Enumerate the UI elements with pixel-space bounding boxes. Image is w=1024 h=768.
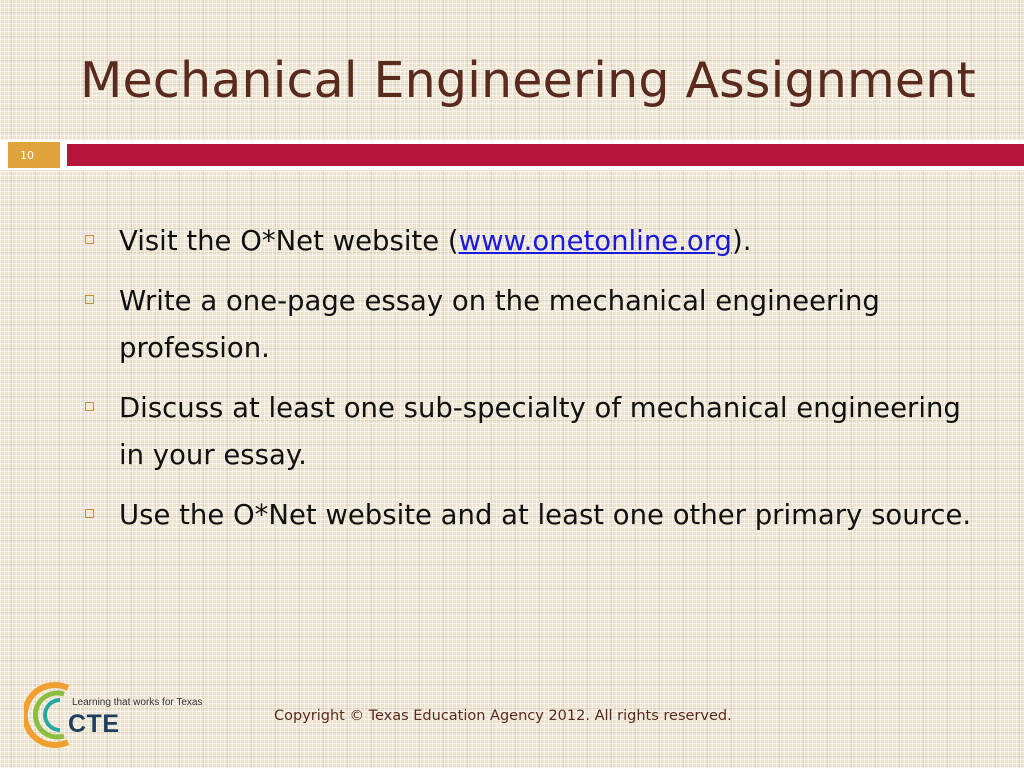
square-bullet-icon (85, 235, 94, 244)
cte-logo (24, 670, 224, 750)
square-bullet-icon (85, 509, 94, 518)
bullet-text-end: ). (732, 225, 752, 257)
square-bullet-icon (85, 402, 94, 411)
copyright-footer: Copyright © Texas Education Agency 2012. All rights reserved. (274, 708, 732, 724)
logo-tagline: Learning that works for Texas (72, 697, 203, 708)
logo-name: CTE (68, 710, 120, 738)
bullet-text: Visit the O*Net website ( (119, 225, 459, 257)
bullet-text: Write a one-page essay on the mechanical engineering profession. (119, 285, 880, 364)
square-bullet-icon (85, 295, 94, 304)
slide-title: Mechanical Engineering Assignment (80, 52, 976, 109)
bullet-item (82, 385, 982, 479)
accent-bar (67, 144, 1024, 166)
bullet-item (82, 218, 982, 265)
bullet-item (82, 278, 982, 372)
bullet-list (82, 218, 982, 552)
bullet-text: Discuss at least one sub-specialty of mechanical engineering in your essay. (119, 392, 961, 471)
bullet-item (82, 492, 982, 539)
slide-number: 10 (8, 142, 60, 168)
bullet-text: Use the O*Net website and at least one other primary source. (119, 499, 972, 531)
onetonline-link[interactable]: www.onetonline.org (458, 225, 733, 257)
